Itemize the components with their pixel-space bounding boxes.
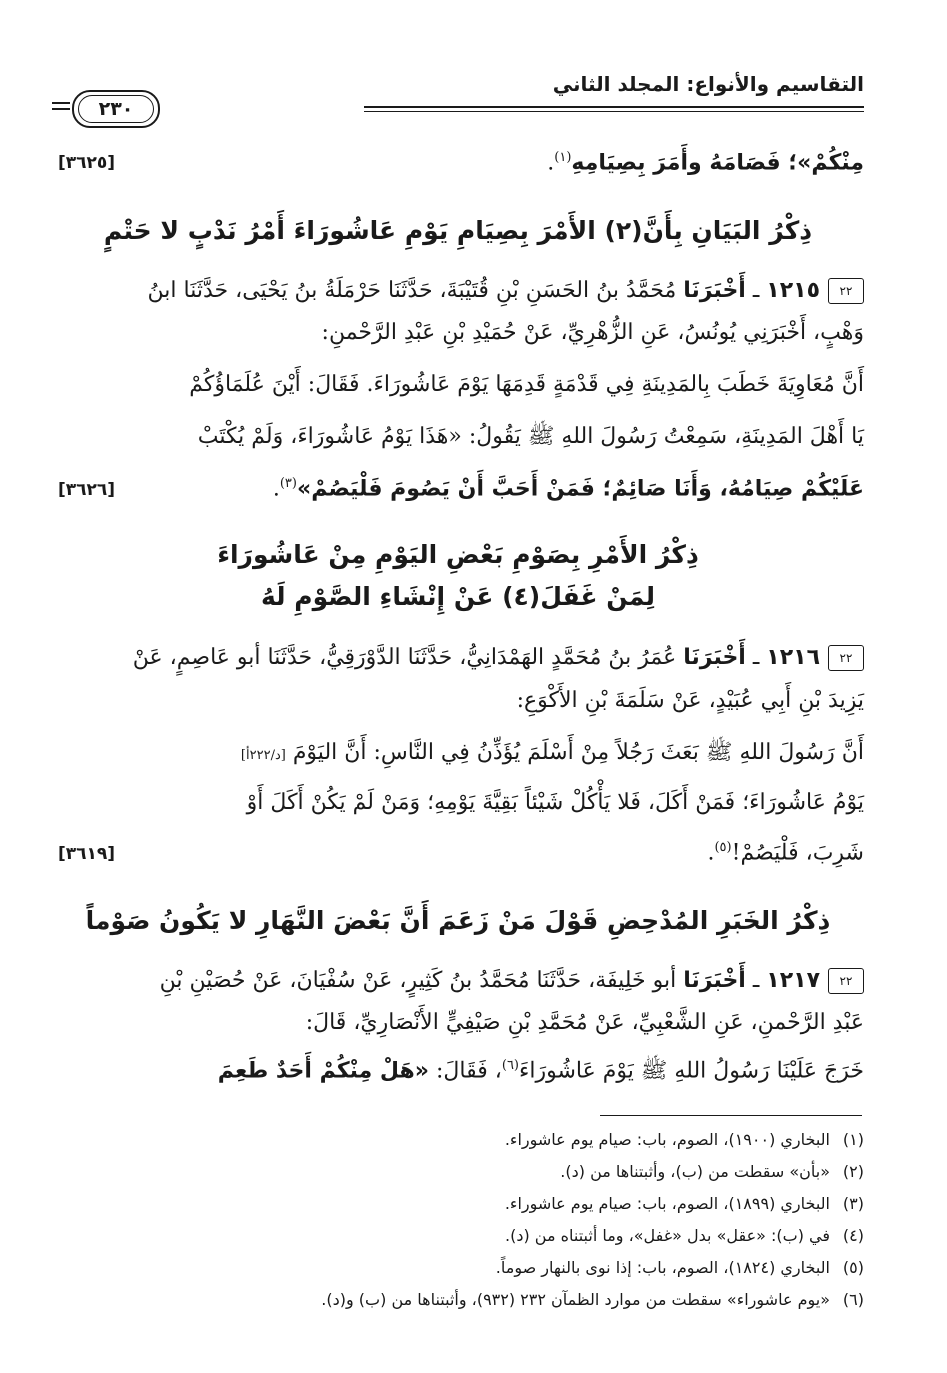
- reference-number: [٣٦٢٥]: [58, 153, 116, 173]
- matn-text: شَرِبَ، فَلْيَصُمْ!: [731, 840, 864, 866]
- matn-text-cont: ، فَقَالَ:: [436, 1058, 502, 1084]
- footnote-number: (٦): [842, 1290, 864, 1309]
- continuation-line: مِنْكُمْ»؛ فَصَامَهُ وأَمَرَ بِصِيَامِهِ$^{(١)}$.: [547, 150, 864, 176]
- hadith-isnad-line: ٢٢١٢١٥ ـ أَخْبَرَنَا مُحَمَّدُ بنُ الحَسَنِ بْنِ قُتَيْبَةَ، حَدَّثَنَا حَرْمَلَةُ بنُ يَحْيَى، حَدَّثَنَا ابنُ: [52, 278, 864, 304]
- footnote-number: (٢): [842, 1162, 864, 1181]
- isnad-line: وَهْبٍ، أَخْبَرَنِي يُونُسُ، عَنِ الزُّهْرِيِّ، عَنْ حُمَيْدِ بْنِ عَبْدِ الرَّحْمنِ:: [321, 320, 864, 345]
- matn-text: عَلَيْكُمْ صِيَامُهُ، وَأَنَا صَائِمٌ؛ فَمَنْ أَحَبَّ أَنْ يَصُومَ فَلْيَصُمْ»: [296, 476, 864, 502]
- matn-line: شَرِبَ، فَلْيَصُمْ!$^{(٥)}$.: [707, 840, 864, 866]
- page-number-text: ٢٣٠: [98, 98, 134, 120]
- footnote: [52, 1162, 864, 1181]
- akhbarana-word: أَخْبَرَنَا: [683, 645, 746, 670]
- footnote-marker: (١): [554, 150, 572, 165]
- matn-text: أَنَّ رَسُولَ اللهِ ﷺ بَعَثَ رَجُلاً مِنْ أَسْلَمَ يُؤَذِّنُ فِي النَّاسِ: أَنَّ اليَوْمَ: [292, 740, 864, 765]
- hadith-marker-icon: ٢٢: [828, 645, 864, 671]
- footnote-number: (٥): [842, 1258, 864, 1277]
- footnote-text: البخاري (١٨٩٩)، الصوم، باب: صيام يوم عاشوراء.: [504, 1194, 830, 1213]
- section-heading-line2: لِمَنْ غَفَلَ(٤) عَنْ إِنْشَاءِ الصَّوْمِ لَهُ: [261, 582, 655, 611]
- matn-quote: «هَلْ مِنْكُمْ أَحَدٌ طَعِمَ: [217, 1058, 430, 1084]
- footnote-marker: (٣): [279, 476, 297, 491]
- hadith-number: ١٢١٥: [766, 278, 820, 303]
- footnote: [52, 1130, 864, 1149]
- footnote: [52, 1194, 864, 1213]
- hadith-number: ١٢١٦: [766, 645, 820, 670]
- footnote-text: «بأن» سقطت من (ب)، وأثبتناها من (د).: [560, 1162, 830, 1181]
- footnote-separator: [600, 1115, 862, 1116]
- reference-number: [٣٦٢٦]: [58, 480, 116, 500]
- section-heading: ذِكْرُ الخَبَرِ المُدْحِضِ قَوْلَ مَنْ زَعَمَ أَنَّ بَعْضَ النَّهَارِ لا يَكُونُ صَوْماً: [85, 906, 831, 935]
- page-header: [52, 72, 864, 122]
- header-left-rules: [52, 102, 70, 114]
- header-rule-thin: [364, 111, 864, 112]
- reference-number: [٣٦١٩]: [58, 844, 116, 864]
- matn-line: [52, 1058, 864, 1085]
- isnad-text: عُمَرُ بنُ مُحَمَّدٍ الهَمْدَانِيُّ، حَدَّثَنَا الدَّوْرَقِيُّ، حَدَّثَنَا أبو عَاصِمٍ، عَنْ: [132, 645, 677, 670]
- footnote-text: في (ب): «عقل» بدل «غفل»، وما أثبتناه من (د).: [505, 1226, 830, 1245]
- footnote-marker: (٥): [714, 840, 732, 855]
- header-rule: [364, 106, 864, 108]
- matn-line: يَوْمُ عَاشُورَاءَ؛ فَمَنْ أَكَلَ، فَلا يَأْكُلْ شَيْئاً بَقِيَّةَ يَوْمِهِ؛ وَمَنْ لَمْ يَكُنْ أَكَلَ أَوْ: [246, 790, 864, 815]
- footnote-marker: (٦): [501, 1058, 519, 1073]
- akhbarana-word: أَخْبَرَنَا: [683, 968, 746, 993]
- footnote: [52, 1258, 864, 1277]
- running-title: التقاسيم والأنواع: المجلد الثاني: [552, 72, 864, 96]
- isnad-line: يَزِيدَ بْنِ أَبِي عُبَيْدٍ، عَنْ سَلَمَةَ بْنِ الأَكْوَعِ:: [516, 688, 864, 713]
- akhbarana-word: أَخْبَرَنَا: [683, 278, 746, 303]
- footnote-number: (٤): [842, 1226, 864, 1245]
- hadith-isnad-line: ٢٢١٢١٦ ـ أَخْبَرَنَا عُمَرُ بنُ مُحَمَّدٍ الهَمْدَانِيُّ، حَدَّثَنَا الدَّوْرَقِيُّ، حَدَّثَنَا أبو عَاصِمٍ، عَنْ: [52, 645, 864, 671]
- footnote-text: «يوم عاشوراء» سقطت من موارد الظمآن ٢٣٢ (٩٣٢)، وأثبتناها من (ب) و(د).: [321, 1290, 830, 1309]
- footnote-number: (٣): [842, 1194, 864, 1213]
- footnote-text: البخاري (١٩٠٠)، الصوم، باب: صيام يوم عاشوراء.: [504, 1130, 830, 1149]
- hadith-marker-icon: ٢٢: [828, 968, 864, 994]
- page-number: [72, 90, 160, 128]
- footnote-text: البخاري (١٨٢٤)، الصوم، باب: إذا نوى بالنهار صوماً.: [495, 1258, 830, 1277]
- matn-line: يَا أَهْلَ المَدِينَةِ، سَمِعْتُ رَسُولَ اللهِ ﷺ يَقُولُ: «هَذَا يَوْمُ عَاشُورَاءَ، وَلَمْ يُكْتَبْ: [197, 424, 864, 449]
- matn-text: خَرَجَ عَلَيْنَا رَسُولُ اللهِ ﷺ يَوْمَ عَاشُورَاءَ: [519, 1058, 864, 1084]
- footnote: [52, 1226, 864, 1245]
- matn-line: أَنَّ مُعَاوِيَةَ خَطَبَ بِالمَدِينَةِ فِي قَدْمَةٍ قَدِمَهَا يَوْمَ عَاشُورَاءَ. فَقَالَ: أَيْنَ عُلَمَاؤُكُمْ: [189, 372, 864, 397]
- isnad-text: أبو خَلِيفَة، حَدَّثَنَا مُحَمَّدُ بنُ كَثِيرٍ، عَنْ سُفْيَانَ، عَنْ حُصَيْنِ بْنِ: [159, 968, 677, 993]
- isnad-text: مُحَمَّدُ بنُ الحَسَنِ بْنِ قُتَيْبَةَ، حَدَّثَنَا حَرْمَلَةُ بنُ يَحْيَى، حَدَّثَنَا ابنُ: [147, 278, 677, 303]
- matn-line: عَلَيْكُمْ صِيَامُهُ، وَأَنَا صَائِمٌ؛ فَمَنْ أَحَبَّ أَنْ يَصُومَ فَلْيَصُمْ»$^{(٣)}$.: [272, 476, 864, 502]
- footnote-number: (١): [842, 1130, 864, 1149]
- isnad-line: عَبْدِ الرَّحْمنِ، عَنِ الشَّعْبِيِّ، عَنْ مُحَمَّدِ بْنِ صَيْفِيٍّ الأَنْصَارِيِّ، قَالَ:: [305, 1010, 864, 1035]
- continuation-text: مِنْكُمْ»؛ فَصَامَهُ وأَمَرَ بِصِيَامِهِ: [571, 150, 864, 176]
- footnote: [52, 1290, 864, 1309]
- hadith-number: ١٢١٧: [766, 968, 820, 993]
- matn-line: [52, 740, 864, 766]
- hadith-marker-icon: ٢٢: [828, 278, 864, 304]
- section-heading: ذِكْرُ البَيَانِ بِأَنَّ(٢) الأَمْرَ بِصِيَامِ يَوْمِ عَاشُورَاءَ أَمْرُ نَدْبٍ لا حَتْمٍ: [103, 216, 813, 245]
- manuscript-margin-ref: [د/٢٢٢أ]: [240, 748, 286, 763]
- hadith-isnad-line: ٢٢١٢١٧ ـ أَخْبَرَنَا أبو خَلِيفَة، حَدَّثَنَا مُحَمَّدُ بنُ كَثِيرٍ، عَنْ سُفْيَانَ، عَنْ حُصَيْنِ بْنِ: [52, 968, 864, 994]
- section-heading: ذِكْرُ الأَمْرِ بِصَوْمِ بَعْضِ اليَوْمِ مِنْ عَاشُورَاءَ: [217, 540, 699, 569]
